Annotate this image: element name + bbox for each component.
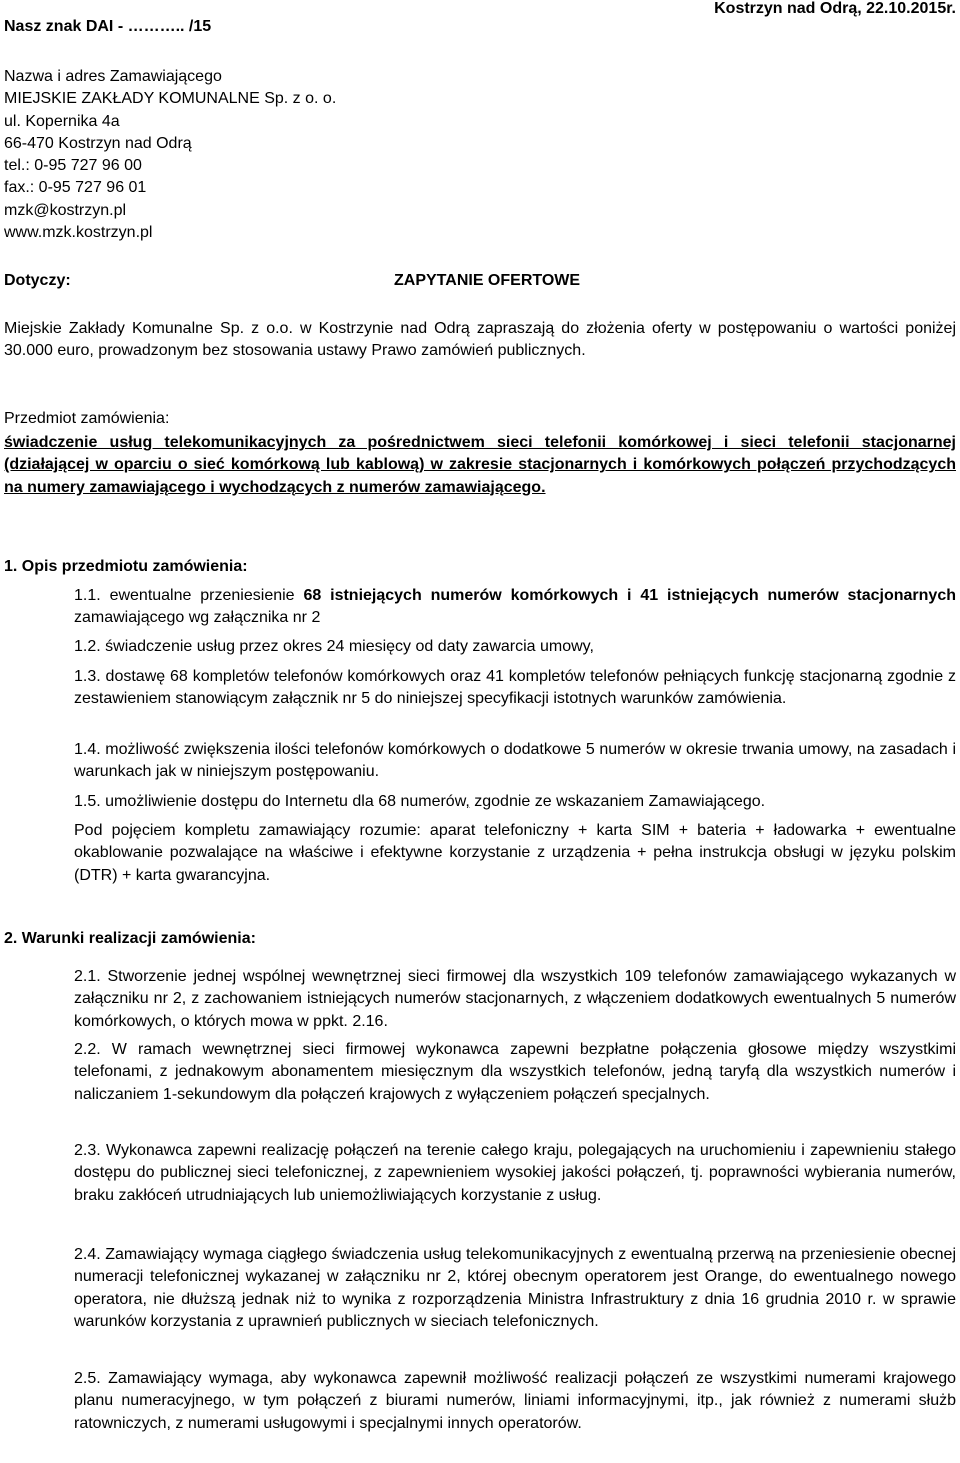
item-1-2 <box>74 636 956 658</box>
item-1-5 <box>74 791 956 813</box>
kit-definition-note <box>74 820 956 887</box>
item-2-2 <box>74 1039 956 1106</box>
item-1-3-text: 1.3. dostawę 68 kompletów telefonów komórkowych oraz 41 kompletów telefonów pełniących funkcję stacjonarną zgodnie z zestawieniem stanowiącym załącznik nr 5 do niniejszej specyfikacji istotnych warunków zamówienia. <box>74 668 956 708</box>
object-description <box>4 432 956 499</box>
item-1-1-prefix: 1.1. ewentualne przeniesienie <box>74 587 304 604</box>
document-title: ZAPYTANIE OFERTOWE <box>394 272 581 289</box>
item-1-2-text: 1.2. świadczenie usług przez okres 24 miesięcy od daty zawarcia umowy, <box>74 638 594 655</box>
item-1-4-text: 1.4. możliwość zwiększenia ilości telefonów komórkowych o dodatkowe 5 numerów w okresie trwania umowy, na zasadach i warunkach jak w niniejszym postępowaniu. <box>74 741 956 781</box>
item-1-1-suffix: zamawiającego wg załącznika nr 2 <box>74 609 321 627</box>
item-2-3 <box>74 1140 956 1207</box>
authority-fax: fax.: 0-95 727 96 01 <box>4 179 147 197</box>
item-1-4 <box>74 739 956 784</box>
item-2-2-text: 2.2. W ramach wewnętrznej sieci firmowej wykonawca zapewni bezpłatne połączenia głosowe między wszystkimi telefonami, z jednakowym abonamentem miesięcznym dla wszystkich telefonów, jedną taryfą dla wszystkich numerów i naliczaniem 1-sekundowym dla połączeń krajowych z wyłączeniem połączeń specjalnych. <box>74 1041 956 1103</box>
item-2-5-text: 2.5. Zamawiający wymaga, aby wykonawca zapewnił możliwość realizacji połączeń ze wszystkimi numerami krajowego planu numeracyjnego, w tym połączeń z biurami numerów, liniami informacyjnymi, itp., jak również z numerami służb ratowniczych, z numerami usługowymi i specjalnymi innych operatorów. <box>74 1370 956 1432</box>
item-2-4-text: 2.4. Zamawiający wymaga ciągłego świadczenia usług telekomunikacyjnych z ewentualną przerwą na przeniesienie obecnej numeracji telefonicznej wykazanej w załączniku nr 2, której obecnym operatorem jest Orange, do ewentualnego nowego operatora, nie dłuższą jednak niż to wynika z rozporządzenia Ministra Infrastruktury z dnia 16 grudnia 2010 r. w sprawie warunków korzystania z uprawnień publicznych w sieciach telefonicznych. <box>74 1246 956 1330</box>
section-2-heading: 2. Warunki realizacji zamówienia: <box>4 930 256 947</box>
authority-city: 66-470 Kostrzyn nad Odrą <box>4 134 192 152</box>
item-2-3-text: 2.3. Wykonawca zapewni realizację połączeń na terenie całego kraju, polegających na uruchomieniu i zapewnieniu stałego dostępu do publicznej sieci telefonicznej, z zapewnieniem wysokiej jakości połączeń, tj. poprawności wybierania numerów, braku zakłóceń utrudniających lub uniemożliwiających korzystanie z usług. <box>74 1142 956 1204</box>
item-2-5 <box>74 1368 956 1435</box>
contracting-authority-block <box>4 66 336 244</box>
item-1-1 <box>74 585 956 630</box>
object-label: Przedmiot zamówienia: <box>4 410 170 427</box>
item-1-3 <box>74 666 956 711</box>
reference-number: Nasz znak DAI - ……….. /15 <box>4 18 212 35</box>
item-2-1-text: 2.1. Stworzenie jednej wspólnej wewnętrznej sieci firmowej dla wszystkich 109 telefonów zamawiającego wykazanych w załączniku nr 2, z zachowaniem istniejących numerów stacjonarnych, z włączeniem dodatkowych ewentualnych 5 numerów komórkowych, o których mowa w ppkt. 2.16. <box>74 968 956 1030</box>
item-2-1 <box>74 966 956 1033</box>
item-2-4 <box>74 1244 956 1333</box>
item-1-5-comma: , <box>465 793 470 810</box>
subject-label: Dotyczy: <box>4 272 71 289</box>
contracting-authority-heading: Nazwa i adres Zamawiającego <box>4 68 222 85</box>
intro-text: Miejskie Zakłady Komunalne Sp. z o.o. w Kostrzynie nad Odrą zapraszają do złożenia oferty w postępowaniu o wartości poniżej 30.000 euro, prowadzonym bez stosowania ustawy Prawo zamówień publicznych. <box>4 320 956 360</box>
authority-street: ul. Kopernika 4a <box>4 112 120 130</box>
authority-website: www.mzk.kostrzyn.pl <box>4 224 153 242</box>
item-1-5-prefix: 1.5. umożliwienie dostępu do Internetu dla 68 numerów <box>74 793 466 810</box>
authority-name: MIEJSKIE ZAKŁADY KOMUNALNE Sp. z o. o. <box>4 90 337 108</box>
item-1-5-suffix: zgodnie ze wskazaniem Zamawiającego. <box>469 793 766 810</box>
item-1-1-bold: 68 istniejących numerów komórkowych i 41 istniejących numerów stacjonarnych <box>303 587 957 604</box>
intro-paragraph <box>4 318 956 363</box>
kit-definition-text: Pod pojęciem kompletu zamawiający rozumie: aparat telefoniczny + karta SIM + bateria + ładowarka + ewentualne okablowanie pozwalające na właściwe i efektywne korzystanie z urządzenia + pełna instrukcja obsługi w języku polskim (DTR) + karta gwarancyjna. <box>74 822 956 884</box>
authority-phone: tel.: 0-95 727 96 00 <box>4 157 142 175</box>
object-text: świadczenie usług telekomunikacyjnych za pośrednictwem sieci telefonii komórkowej i sieci telefonii stacjonarnej (działającej w oparciu o sieć komórkową lub kablową) w zakresie stacjonarnych i komórkowych połączeń przychodzących na numery zamawiającego i wychodzących z numerów zamawiającego. <box>4 434 956 496</box>
place-and-date: Kostrzyn nad Odrą, 22.10.2015r. <box>714 0 956 17</box>
authority-email: mzk@kostrzyn.pl <box>4 201 127 219</box>
section-1-heading: 1. Opis przedmiotu zamówienia: <box>4 558 248 575</box>
